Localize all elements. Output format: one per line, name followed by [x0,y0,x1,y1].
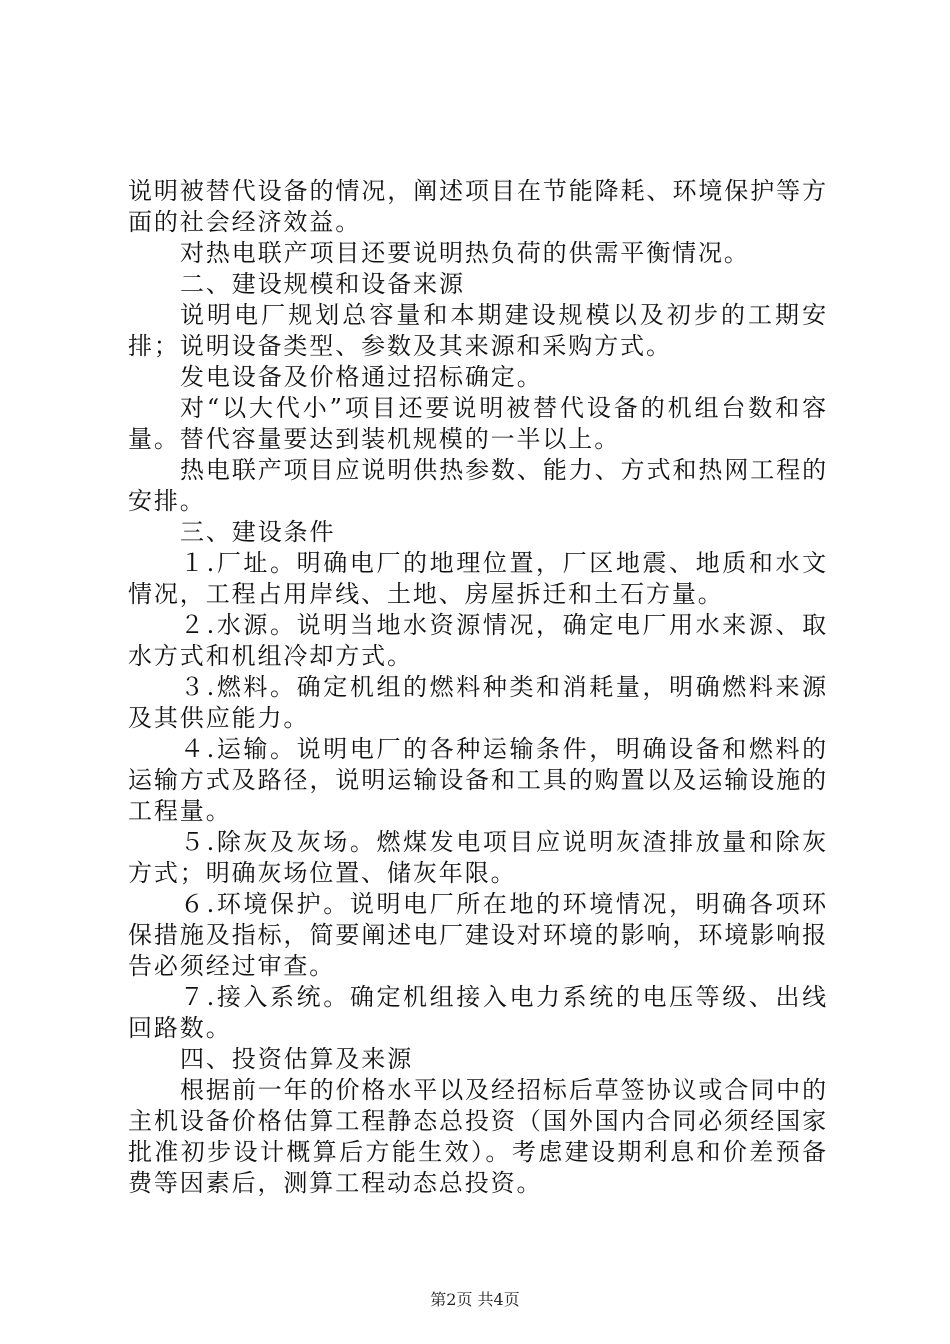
section-heading-2: 二、建设规模和设备来源 [180,270,465,298]
paragraph-6: 对“以大代小”项目还要说明被替代设备的机组台数和容量。替代容量要达到装机规模的一半以上。 [128,394,828,453]
paragraph-1: 说明被替代设备的情况，阐述项目在节能降耗、环境保护等方面的社会经济效益。 [128,177,828,236]
item-environment: ６.环境保护。说明电厂所在地的环境情况，明确各项环保措施及指标，简要阐述电厂建设对环境的影响，环境影响报告必须经过审查。 [128,890,828,980]
paragraph-4: 说明电厂规划总容量和本期建设规模以及初步的工期安排；说明设备类型、参数及其来源和采购方式。 [128,301,828,360]
item-grid-access: ７.接入系统。确定机组接入电力系统的电压等级、出线回路数。 [128,983,828,1042]
paragraph-7: 热电联产项目应说明供热参数、能力、方式和热网工程的安排。 [128,456,828,515]
item-ash: ５.除灰及灰场。燃煤发电项目应说明灰渣排放量和除灰方式；明确灰场位置、储灰年限。 [128,828,828,887]
item-water-source: ２.水源。说明当地水资源情况，确定电厂用水来源、取水方式和机组冷却方式。 [128,611,828,670]
item-site: １.厂址。明确电厂的地理位置，厂区地震、地质和水文情况，工程占用岸线、土地、房屋拆迁和土石方量。 [128,549,828,608]
paragraph-5: 发电设备及价格通过招标确定。 [180,363,543,391]
section-heading-4: 四、投资估算及来源 [180,1045,414,1073]
paragraph-investment: 根据前一年的价格水平以及经招标后草签协议或合同中的主机设备价格估算工程静态总投资（国外国内合同必须经国家批准初步设计概算后方能生效）。考虑建设期利息和价差预备费等因素后，测算工程动态总投资。 [128,1076,828,1197]
document-body [128,176,828,1199]
paragraph-2: 对热电联产项目还要说明热负荷的供需平衡情况。 [180,239,750,267]
section-heading-3: 三、建设条件 [180,518,336,546]
item-fuel: ３.燃料。确定机组的燃料种类和消耗量，明确燃料来源及其供应能力。 [128,673,828,732]
item-transport: ４.运输。说明电厂的各种运输条件，明确设备和燃料的运输方式及路径，说明运输设备和工具的购置以及运输设施的工程量。 [128,735,828,825]
page-footer: 第2页 共4页 [430,1290,520,1309]
